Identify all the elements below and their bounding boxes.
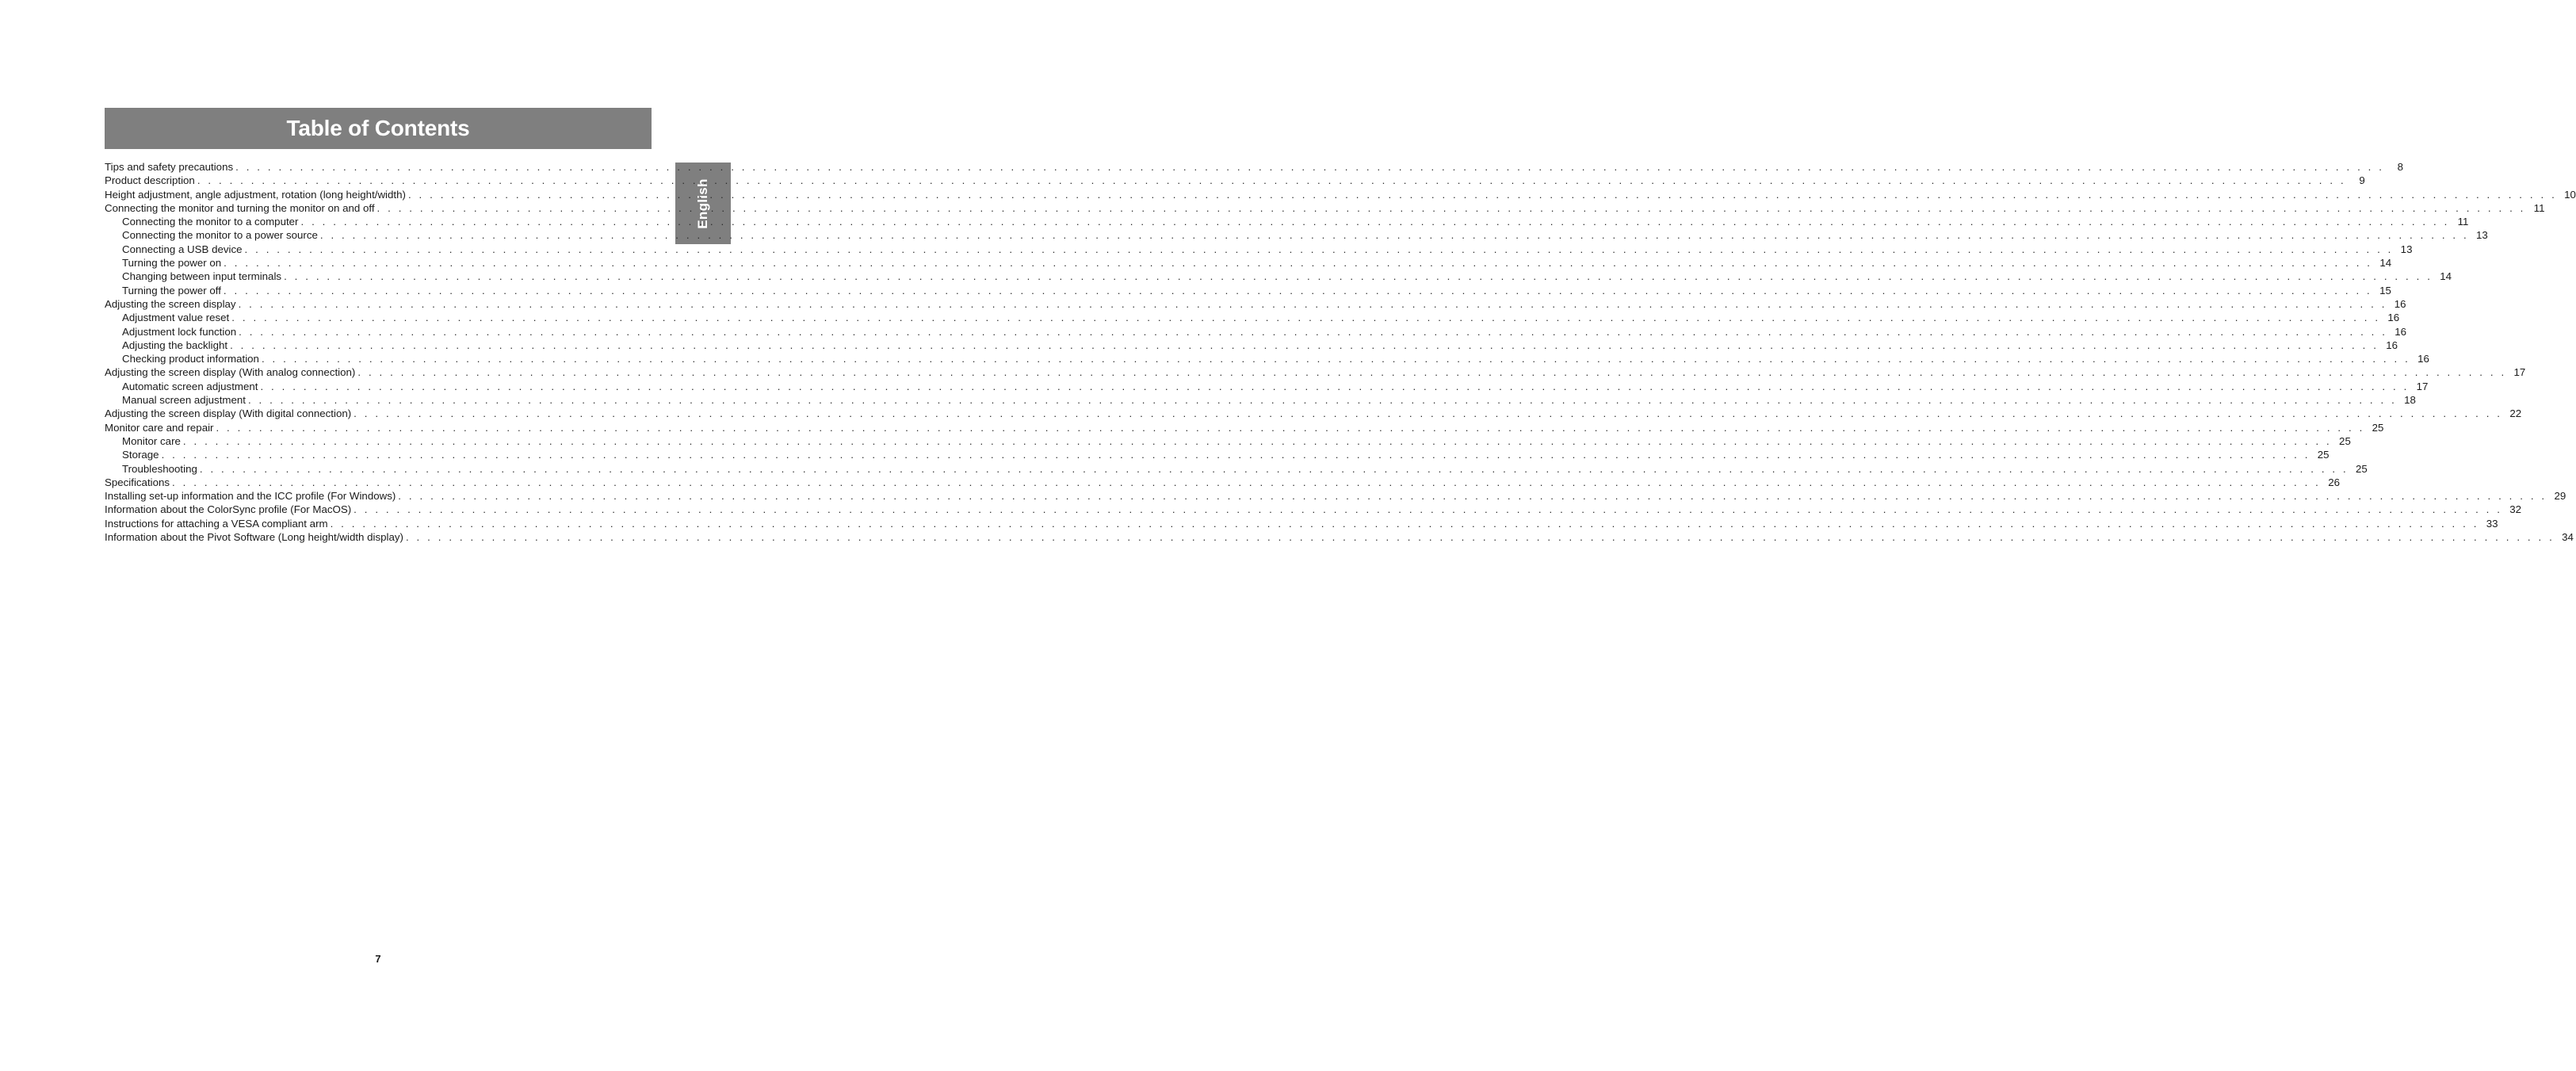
- toc-entry: [105, 256, 2392, 270]
- toc-entry: [105, 325, 2407, 339]
- toc-entry-page: 29: [2554, 490, 2566, 503]
- toc-entry-page: 16: [2387, 312, 2400, 324]
- toc-dot-leader: . . . . . . . . . . . . . . . . . . . . . . . . . . . . . . . . . . . . . . . . . . . . . . . . . . . . . . . . . . . . . . . . . . . . . . . . . . . . . . . . . . . . . . . . . . . . . . . . . . . . . . . . . . . . . . . . . . . . . . . . . . . . . . . . . . . . . . . . . . . . . . . . . . . . . . . . . . . . . . . . . . . . . . . . . . . . . . . . . . . . . . . . . . . . . . . . . . . . . . . .: [216, 421, 2365, 434]
- toc-entry: [105, 462, 2368, 476]
- toc-entry-label: Connecting the monitor to a computer: [122, 216, 299, 228]
- toc-entry-label: Information about the Pivot Software (Long height/width display): [105, 531, 403, 544]
- toc-entry: [105, 517, 2498, 530]
- toc-entry-label: Turning the power on: [122, 257, 222, 270]
- toc-entry-page: 25: [2356, 462, 2368, 475]
- toc-entry-label: Connecting the monitor and turning the monitor on and off: [105, 201, 375, 214]
- toc-entry: [105, 448, 2329, 461]
- toc-dot-leader: . . . . . . . . . . . . . . . . . . . . . . . . . . . . . . . . . . . . . . . . . . . . . . . . . . . . . . . . . . . . . . . . . . . . . . . . . . . . . . . . . . . . . . . . . . . . . . . . . . . . . . . . . . . . . . . . . . . . . . . . . . . . . . . . . . . . . . . . . . . . . . . . . . . . . . . . . . . . . . . . . . . . . . . . . . . . . . . . . . . . . . . . . . . . . . . . . . . . . . . .: [376, 201, 2526, 214]
- toc-entry-page: 25: [2339, 434, 2351, 447]
- toc-dot-leader: . . . . . . . . . . . . . . . . . . . . . . . . . . . . . . . . . . . . . . . . . . . . . . . . . . . . . . . . . . . . . . . . . . . . . . . . . . . . . . . . . . . . . . . . . . . . . . . . . . . . . . . . . . . . . . . . . . . . . . . . . . . . . . . . . . . . . . . . . . . . . . . . . . . . . . . . . . . . . . . . . . . . . . . . . . . . . . . . . . . . . . . . . . . . . . . . . . . . . . . .: [239, 325, 2388, 338]
- language-tab-label: English: [695, 178, 710, 229]
- toc-entry-page: 18: [2404, 394, 2416, 407]
- toc-entry: [105, 228, 2488, 242]
- page-title: Table of Contents: [286, 116, 470, 140]
- toc-entry: [105, 476, 2340, 489]
- toc-dot-leader: . . . . . . . . . . . . . . . . . . . . . . . . . . . . . . . . . . . . . . . . . . . . . . . . . . . . . . . . . . . . . . . . . . . . . . . . . . . . . . . . . . . . . . . . . . . . . . . . . . . . . . . . . . . . . . . . . . . . . . . . . . . . . . . . . . . . . . . . . . . . . . . . . . . . . . . . . . . . . . . . . . . . . . . . . . . . . . . . . . . . . . . . . . . . . . . . . . . . . . . .: [238, 297, 2387, 310]
- toc-entry-page: 26: [2328, 476, 2340, 488]
- toc-dot-leader: . . . . . . . . . . . . . . . . . . . . . . . . . . . . . . . . . . . . . . . . . . . . . . . . . . . . . . . . . . . . . . . . . . . . . . . . . . . . . . . . . . . . . . . . . . . . . . . . . . . . . . . . . . . . . . . . . . . . . . . . . . . . . . . . . . . . . . . . . . . . . . . . . . . . . . . . . . . . . . . . . . . . . . . . . . . . . . . . . . . . . . . . . . . . . . . . . . . . . . . .: [161, 449, 2310, 461]
- toc-entry: [105, 284, 2391, 297]
- toc-entry-label: Tips and safety precautions: [105, 161, 234, 173]
- toc-entry-page: 17: [2513, 366, 2526, 379]
- toc-dot-leader: . . . . . . . . . . . . . . . . . . . . . . . . . . . . . . . . . . . . . . . . . . . . . . . . . . . . . . . . . . . . . . . . . . . . . . . . . . . . . . . . . . . . . . . . . . . . . . . . . . . . . . . . . . . . . . . . . . . . . . . . . . . . . . . . . . . . . . . . . . . . . . . . . . . . . . . . . . . . . . . . . . . . . . . . . . . . . . . . . . . . . . . . . . . . . . . . . . . . . . . .: [354, 407, 2503, 420]
- toc-dot-leader: . . . . . . . . . . . . . . . . . . . . . . . . . . . . . . . . . . . . . . . . . . . . . . . . . . . . . . . . . . . . . . . . . . . . . . . . . . . . . . . . . . . . . . . . . . . . . . . . . . . . . . . . . . . . . . . . . . . . . . . . . . . . . . . . . . . . . . . . . . . . . . . . . . . . . . . . . . . . . . . . . . . . . . . . . . . . . . . . . . . . . . . . . . . . . . . . . . . . . . . .: [231, 312, 2381, 324]
- toc-dot-leader: . . . . . . . . . . . . . . . . . . . . . . . . . . . . . . . . . . . . . . . . . . . . . . . . . . . . . . . . . . . . . . . . . . . . . . . . . . . . . . . . . . . . . . . . . . . . . . . . . . . . . . . . . . . . . . . . . . . . . . . . . . . . . . . . . . . . . . . . . . . . . . . . . . . . . . . . . . . . . . . . . . . . . . . . . . . . . . . . . . . . . . . . . . . . . . . . . . . . . . . .: [224, 257, 2373, 270]
- toc-entry: [105, 311, 2400, 324]
- toc-dot-leader: . . . . . . . . . . . . . . . . . . . . . . . . . . . . . . . . . . . . . . . . . . . . . . . . . . . . . . . . . . . . . . . . . . . . . . . . . . . . . . . . . . . . . . . . . . . . . . . . . . . . . . . . . . . . . . . . . . . . . . . . . . . . . . . . . . . . . . . . . . . . . . . . . . . . . . . . . . . . . . . . . . . . . . . . . . . . . . . . . . . . . . . . . . . . . . . . . . . . . . . .: [284, 270, 2433, 283]
- toc-dot-leader: . . . . . . . . . . . . . . . . . . . . . . . . . . . . . . . . . . . . . . . . . . . . . . . . . . . . . . . . . . . . . . . . . . . . . . . . . . . . . . . . . . . . . . . . . . . . . . . . . . . . . . . . . . . . . . . . . . . . . . . . . . . . . . . . . . . . . . . . . . . . . . . . . . . . . . . . . . . . . . . . . . . . . . . . . . . . . . . . . . . . . . . . . . . . . . . . . . . . . . . .: [261, 353, 2410, 365]
- toc-dot-leader: . . . . . . . . . . . . . . . . . . . . . . . . . . . . . . . . . . . . . . . . . . . . . . . . . . . . . . . . . . . . . . . . . . . . . . . . . . . . . . . . . . . . . . . . . . . . . . . . . . . . . . . . . . . . . . . . . . . . . . . . . . . . . . . . . . . . . . . . . . . . . . . . . . . . . . . . . . . . . . . . . . . . . . . . . . . . . . . . . . . . . . . . . . . . . . . . . . . . . . . .: [319, 229, 2469, 242]
- toc-entry-label: Changing between input terminals: [122, 270, 282, 283]
- toc-entry-label: Storage: [122, 449, 159, 461]
- toc-entry-label: Adjustment lock function: [122, 325, 237, 338]
- toc-entry-label: Adjusting the screen display: [105, 297, 236, 310]
- toc-entry-page: 16: [2417, 353, 2429, 365]
- toc-entry: [105, 297, 2406, 311]
- toc-dot-leader: . . . . . . . . . . . . . . . . . . . . . . . . . . . . . . . . . . . . . . . . . . . . . . . . . . . . . . . . . . . . . . . . . . . . . . . . . . . . . . . . . . . . . . . . . . . . . . . . . . . . . . . . . . . . . . . . . . . . . . . . . . . . . . . . . . . . . . . . . . . . . . . . . . . . . . . . . . . . . . . . . . . . . . . . . . . . . . . . . . . . . . . . . . . . . . . . . . . . . . . .: [354, 503, 2503, 516]
- toc-dot-leader: . . . . . . . . . . . . . . . . . . . . . . . . . . . . . . . . . . . . . . . . . . . . . . . . . . . . . . . . . . . . . . . . . . . . . . . . . . . . . . . . . . . . . . . . . . . . . . . . . . . . . . . . . . . . . . . . . . . . . . . . . . . . . . . . . . . . . . . . . . . . . . . . . . . . . . . . . . . . . . . . . . . . . . . . . . . . . . . . . . . . . . . . . . . . . . . . . . . . . . . .: [330, 517, 2479, 530]
- toc-dot-leader: . . . . . . . . . . . . . . . . . . . . . . . . . . . . . . . . . . . . . . . . . . . . . . . . . . . . . . . . . . . . . . . . . . . . . . . . . . . . . . . . . . . . . . . . . . . . . . . . . . . . . . . . . . . . . . . . . . . . . . . . . . . . . . . . . . . . . . . . . . . . . . . . . . . . . . . . . . . . . . . . . . . . . . . . . . . . . . . . . . . . . . . . . . . . . . . . . . . . . . . .: [398, 490, 2547, 503]
- toc-dot-leader: . . . . . . . . . . . . . . . . . . . . . . . . . . . . . . . . . . . . . . . . . . . . . . . . . . . . . . . . . . . . . . . . . . . . . . . . . . . . . . . . . . . . . . . . . . . . . . . . . . . . . . . . . . . . . . . . . . . . . . . . . . . . . . . . . . . . . . . . . . . . . . . . . . . . . . . . . . . . . . . . . . . . . . . . . . . . . . . . . . . . . . . . . . . . . . . . . . . . . . . .: [300, 216, 2450, 228]
- toc-entry-page: 25: [2317, 449, 2329, 461]
- toc-entry-label: Monitor care: [122, 434, 181, 447]
- toc-entry: [105, 270, 2452, 283]
- toc-entry: [105, 174, 2365, 187]
- toc-entry-label: Connecting the monitor to a power source: [122, 229, 318, 242]
- toc-entry-page: 14: [2440, 270, 2452, 283]
- toc-entry: [105, 365, 2526, 379]
- toc-entry: [105, 489, 2566, 503]
- toc-entry-label: Adjusting the screen display (With analog connection): [105, 366, 356, 379]
- toc-entry-label: Manual screen adjustment: [122, 394, 246, 407]
- toc-entry-label: Adjusting the screen display (With digital connection): [105, 407, 352, 420]
- toc-dot-leader: . . . . . . . . . . . . . . . . . . . . . . . . . . . . . . . . . . . . . . . . . . . . . . . . . . . . . . . . . . . . . . . . . . . . . . . . . . . . . . . . . . . . . . . . . . . . . . . . . . . . . . . . . . . . . . . . . . . . . . . . . . . . . . . . . . . . . . . . . . . . . . . . . . . . . . . . . . . . . . . . . . . . . . . . . . . . . . . . . . . . . . . . . . . . . . . . . . . . . . . .: [230, 339, 2379, 351]
- toc-entry-label: Installing set-up information and the ICC profile (For Windows): [105, 490, 396, 503]
- toc-entry-page: 32: [2509, 503, 2522, 516]
- toc-entry-label: Product description: [105, 174, 195, 187]
- toc-entry-page: 8: [2397, 161, 2404, 173]
- toc-entry-page: 11: [2457, 216, 2469, 228]
- toc-entry-label: Turning the power off: [122, 284, 221, 296]
- toc-entry-page: 17: [2416, 380, 2429, 392]
- toc-entry-page: 14: [2379, 257, 2392, 270]
- toc-entry: [105, 380, 2429, 393]
- toc-entry-page: 15: [2379, 284, 2391, 296]
- toc-entry: [105, 503, 2522, 516]
- toc-entry-page: 33: [2486, 517, 2498, 530]
- toc-entry: [105, 393, 2416, 407]
- toc-entry-page: 16: [2394, 325, 2407, 338]
- toc-entry-label: Monitor care and repair: [105, 421, 214, 434]
- toc-entry: [105, 421, 2384, 434]
- toc-dot-leader: . . . . . . . . . . . . . . . . . . . . . . . . . . . . . . . . . . . . . . . . . . . . . . . . . . . . . . . . . . . . . . . . . . . . . . . . . . . . . . . . . . . . . . . . . . . . . . . . . . . . . . . . . . . . . . . . . . . . . . . . . . . . . . . . . . . . . . . . . . . . . . . . . . . . . . . . . . . . . . . . . . . . . . . . . . . . . . . . . . . . . . . . . . . . . . . . . . . . . . . .: [407, 188, 2557, 201]
- toc-entry-page: 16: [2394, 297, 2406, 310]
- title-banner: [105, 108, 652, 149]
- toc-entry: [105, 530, 2574, 544]
- toc-entry-page: 11: [2533, 201, 2545, 214]
- toc-dot-leader: . . . . . . . . . . . . . . . . . . . . . . . . . . . . . . . . . . . . . . . . . . . . . . . . . . . . . . . . . . . . . . . . . . . . . . . . . . . . . . . . . . . . . . . . . . . . . . . . . . . . . . . . . . . . . . . . . . . . . . . . . . . . . . . . . . . . . . . . . . . . . . . . . . . . . . . . . . . . . . . . . . . . . . . . . . . . . . . . . . . . . . . . . . . . . . . . . . . . . . . .: [357, 366, 2507, 379]
- toc-entry-label: Checking product information: [122, 353, 259, 365]
- toc-entry-label: Connecting a USB device: [122, 243, 243, 255]
- toc-entry-label: Adjusting the backlight: [122, 339, 228, 351]
- toc-entry-page: 10: [2564, 188, 2576, 201]
- toc-entry: [105, 407, 2522, 420]
- toc-entry: [105, 434, 2351, 448]
- toc-entry: [105, 339, 2398, 352]
- toc-entry-page: 16: [2386, 339, 2398, 351]
- toc-entry: [105, 352, 2429, 365]
- toc-entry-label: Specifications: [105, 476, 170, 488]
- page-number: 7: [375, 953, 381, 965]
- toc-entry-page: 22: [2509, 407, 2522, 420]
- toc-dot-leader: . . . . . . . . . . . . . . . . . . . . . . . . . . . . . . . . . . . . . . . . . . . . . . . . . . . . . . . . . . . . . . . . . . . . . . . . . . . . . . . . . . . . . . . . . . . . . . . . . . . . . . . . . . . . . . . . . . . . . . . . . . . . . . . . . . . . . . . . . . . . . . . . . . . . . . . . . . . . . . . . . . . . . . . . . . . . . . . . . . . . . . . . . . . . . . . . . . . . . . . .: [260, 380, 2410, 392]
- toc-entry-label: Instructions for attaching a VESA compliant arm: [105, 517, 328, 530]
- toc-entry: [105, 215, 2469, 228]
- toc-entry-page: 13: [2400, 243, 2413, 255]
- toc-entry-page: 9: [2359, 174, 2365, 187]
- toc-dot-leader: . . . . . . . . . . . . . . . . . . . . . . . . . . . . . . . . . . . . . . . . . . . . . . . . . . . . . . . . . . . . . . . . . . . . . . . . . . . . . . . . . . . . . . . . . . . . . . . . . . . . . . . . . . . . . . . . . . . . . . . . . . . . . . . . . . . . . . . . . . . . . . . . . . . . . . . . . . . . . . . . . . . . . . . . . . . . . . . . . . . . . . . . . . . . . . . . . . . . . . . .: [244, 243, 2394, 255]
- toc-entry: [105, 160, 2404, 174]
- toc-entry: [105, 201, 2545, 215]
- toc-dot-leader: . . . . . . . . . . . . . . . . . . . . . . . . . . . . . . . . . . . . . . . . . . . . . . . . . . . . . . . . . . . . . . . . . . . . . . . . . . . . . . . . . . . . . . . . . . . . . . . . . . . . . . . . . . . . . . . . . . . . . . . . . . . . . . . . . . . . . . . . . . . . . . . . . . . . . . . . . . . . . . . . . . . . . . . . . . . . . . . . . . . . . . . . . . . . . . . . . . . . . . . .: [172, 476, 2321, 488]
- toc-entry-page: 13: [2476, 229, 2488, 242]
- toc-entry-label: Information about the ColorSync profile (For MacOS): [105, 503, 352, 516]
- toc-dot-leader: . . . . . . . . . . . . . . . . . . . . . . . . . . . . . . . . . . . . . . . . . . . . . . . . . . . . . . . . . . . . . . . . . . . . . . . . . . . . . . . . . . . . . . . . . . . . . . . . . . . . . . . . . . . . . . . . . . . . . . . . . . . . . . . . . . . . . . . . . . . . . . . . . . . . . . . . . . . . . . . . . . . . . . . . . . . . . . . . . . . . . . . . . . . . . . . . . . . . . . . .: [223, 284, 2372, 296]
- toc-dot-leader: . . . . . . . . . . . . . . . . . . . . . . . . . . . . . . . . . . . . . . . . . . . . . . . . . . . . . . . . . . . . . . . . . . . . . . . . . . . . . . . . . . . . . . . . . . . . . . . . . . . . . . . . . . . . . . . . . . . . . . . . . . . . . . . . . . . . . . . . . . . . . . . . . . . . . . . . . . . . . . . . . . . . . . . . . . . . . . . . . . . . . . . . . . . . . . . . . . . . . . . .: [197, 174, 2346, 187]
- toc-entry-label: Troubleshooting: [122, 462, 197, 475]
- toc-entry-page: 25: [2372, 421, 2384, 434]
- toc-dot-leader: . . . . . . . . . . . . . . . . . . . . . . . . . . . . . . . . . . . . . . . . . . . . . . . . . . . . . . . . . . . . . . . . . . . . . . . . . . . . . . . . . . . . . . . . . . . . . . . . . . . . . . . . . . . . . . . . . . . . . . . . . . . . . . . . . . . . . . . . . . . . . . . . . . . . . . . . . . . . . . . . . . . . . . . . . . . . . . . . . . . . . . . . . . . . . . . . . . . . . . . .: [199, 462, 2349, 475]
- toc-entry-label: Automatic screen adjustment: [122, 380, 258, 392]
- toc-dot-leader: . . . . . . . . . . . . . . . . . . . . . . . . . . . . . . . . . . . . . . . . . . . . . . . . . . . . . . . . . . . . . . . . . . . . . . . . . . . . . . . . . . . . . . . . . . . . . . . . . . . . . . . . . . . . . . . . . . . . . . . . . . . . . . . . . . . . . . . . . . . . . . . . . . . . . . . . . . . . . . . . . . . . . . . . . . . . . . . . . . . . . . . . . . . . . . . . . . . . . . . .: [247, 394, 2397, 407]
- toc-dot-leader: . . . . . . . . . . . . . . . . . . . . . . . . . . . . . . . . . . . . . . . . . . . . . . . . . . . . . . . . . . . . . . . . . . . . . . . . . . . . . . . . . . . . . . . . . . . . . . . . . . . . . . . . . . . . . . . . . . . . . . . . . . . . . . . . . . . . . . . . . . . . . . . . . . . . . . . . . . . . . . . . . . . . . . . . . . . . . . . . . . . . . . . . . . . . . . . . . . . . . . . .: [235, 161, 2385, 173]
- toc-entry-page: 34: [2562, 531, 2574, 544]
- toc-entry: [105, 243, 2413, 256]
- toc-dot-leader: . . . . . . . . . . . . . . . . . . . . . . . . . . . . . . . . . . . . . . . . . . . . . . . . . . . . . . . . . . . . . . . . . . . . . . . . . . . . . . . . . . . . . . . . . . . . . . . . . . . . . . . . . . . . . . . . . . . . . . . . . . . . . . . . . . . . . . . . . . . . . . . . . . . . . . . . . . . . . . . . . . . . . . . . . . . . . . . . . . . . . . . . . . . . . . . . . . . . . . . .: [182, 434, 2332, 447]
- toc-entry: [105, 188, 2576, 201]
- toc-entry-label: Adjustment value reset: [122, 312, 230, 324]
- toc-entry-label: Height adjustment, angle adjustment, rotation (long height/width): [105, 188, 406, 201]
- toc-dot-leader: . . . . . . . . . . . . . . . . . . . . . . . . . . . . . . . . . . . . . . . . . . . . . . . . . . . . . . . . . . . . . . . . . . . . . . . . . . . . . . . . . . . . . . . . . . . . . . . . . . . . . . . . . . . . . . . . . . . . . . . . . . . . . . . . . . . . . . . . . . . . . . . . . . . . . . . . . . . . . . . . . . . . . . . . . . . . . . . . . . . . . . . . . . . . . . . . . . . . . . . .: [405, 531, 2555, 544]
